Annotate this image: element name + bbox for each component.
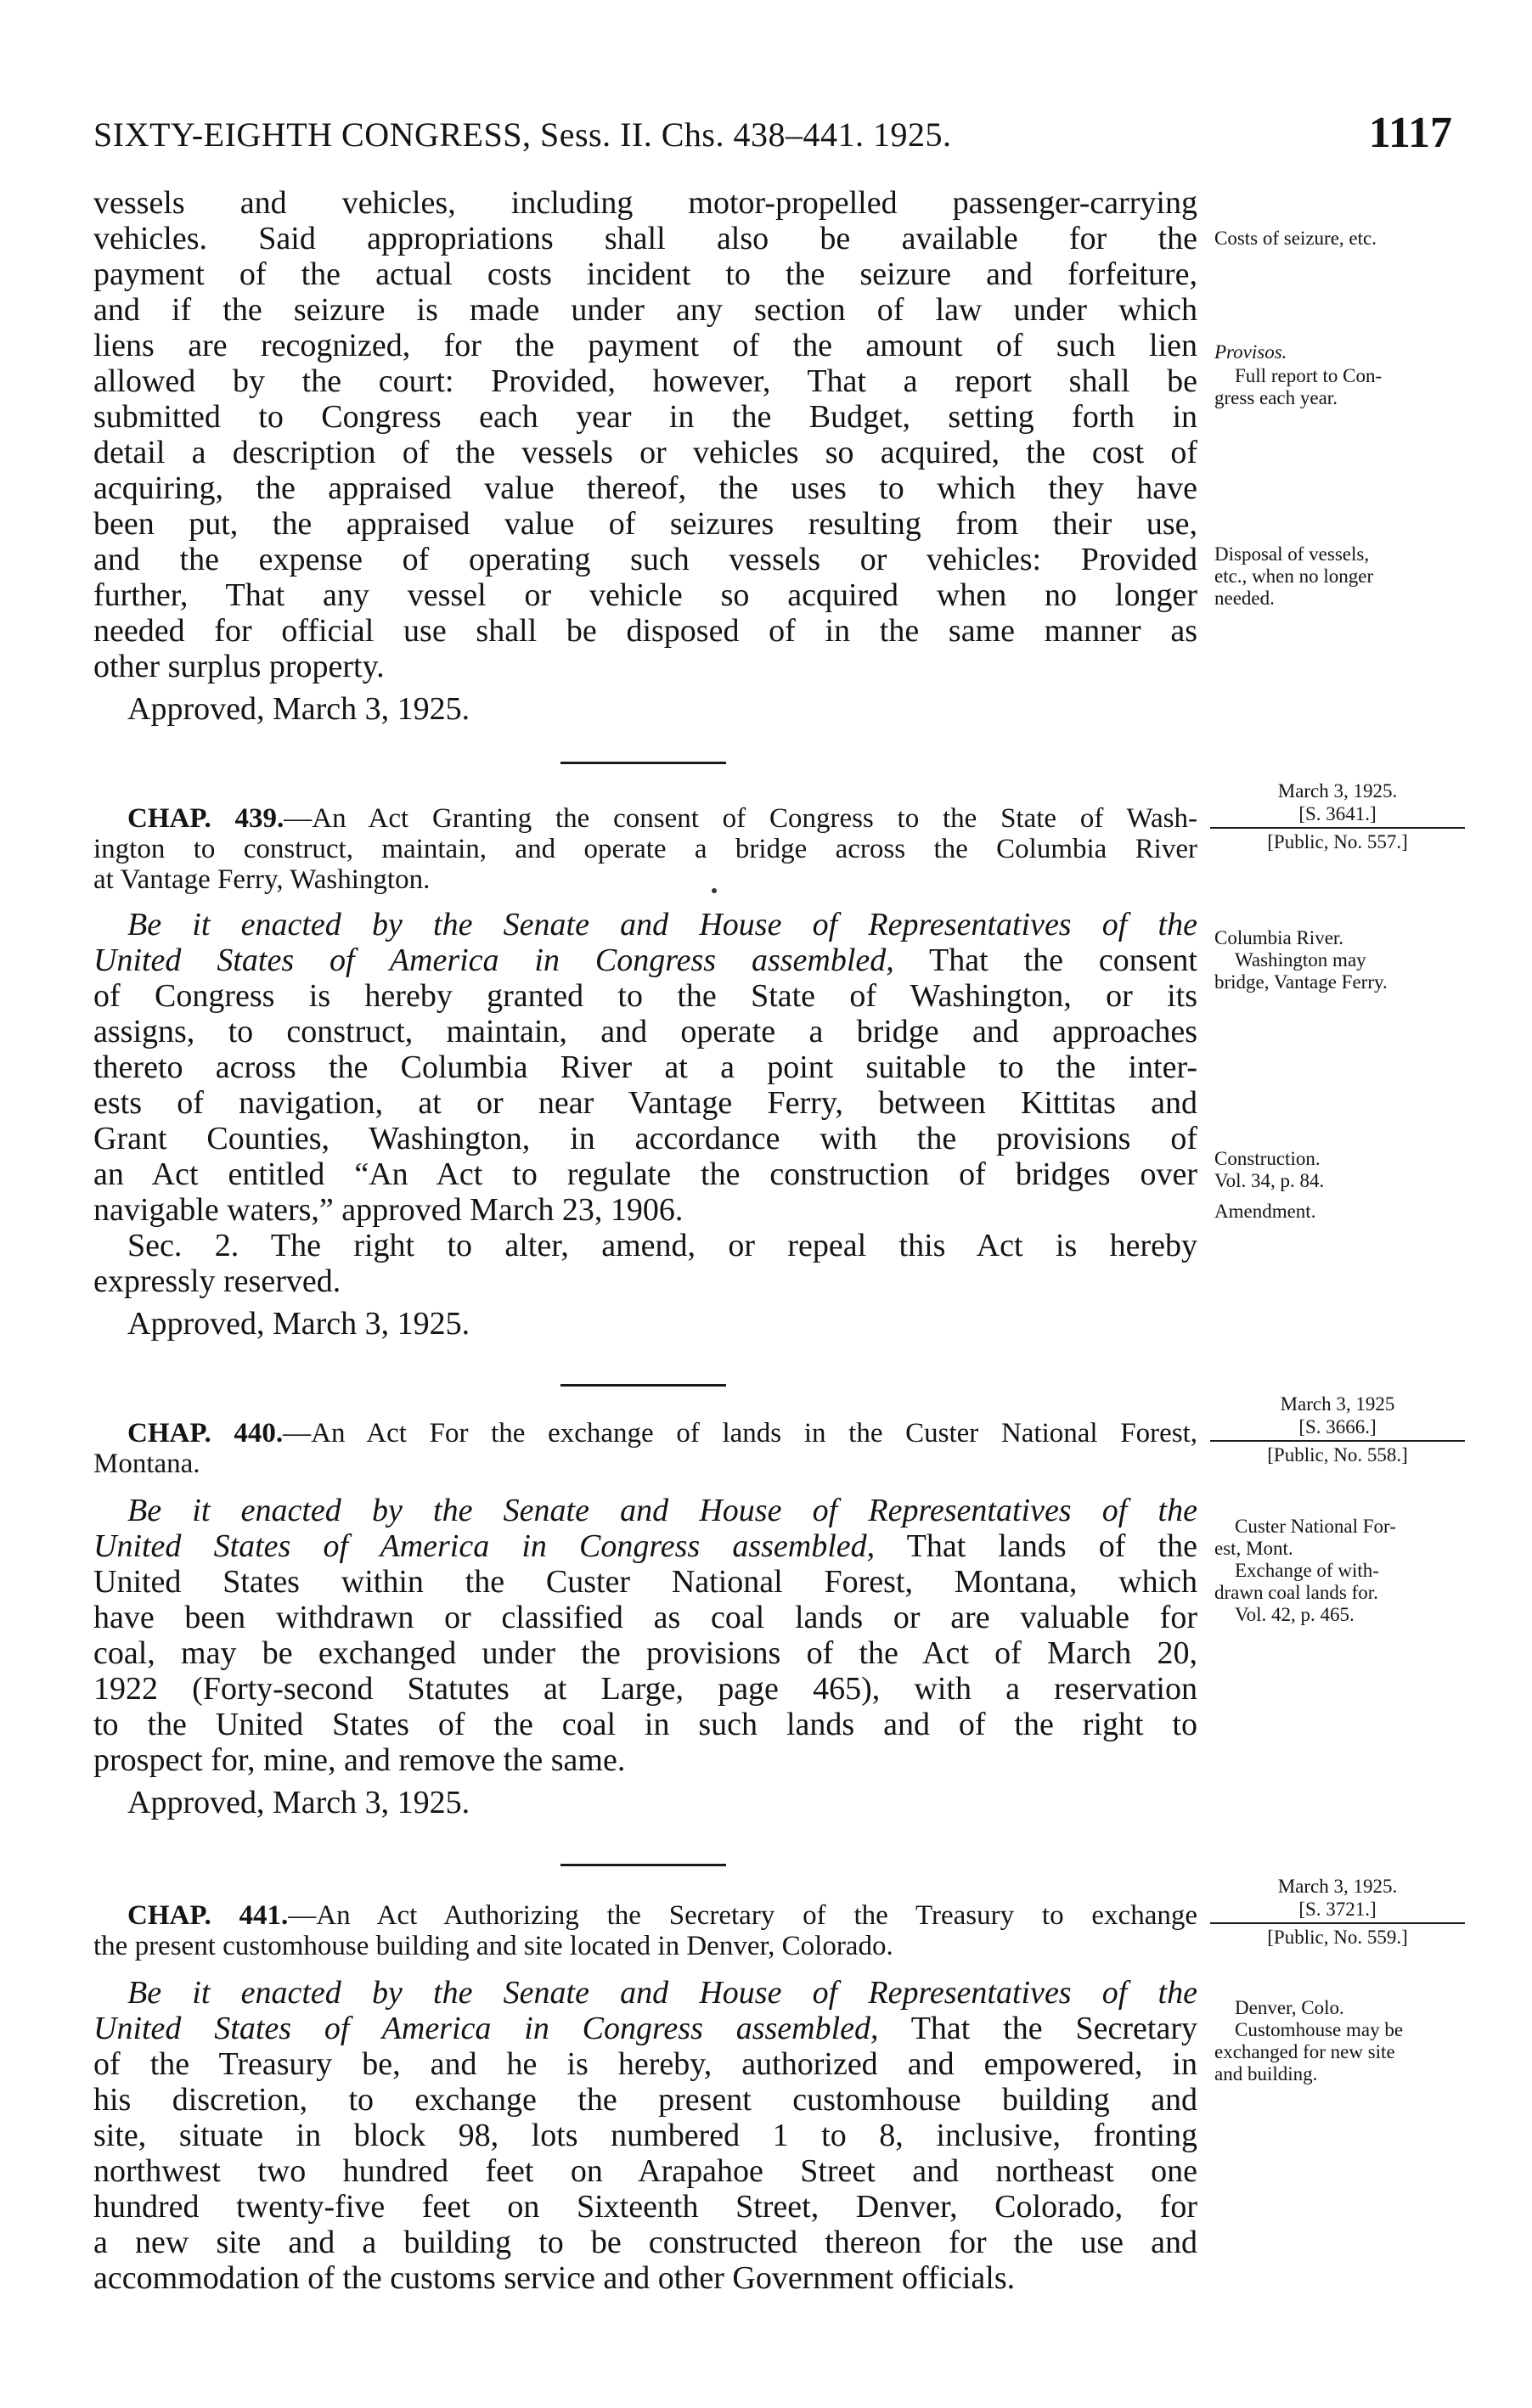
margin-note-text: and building. [1214, 2063, 1318, 2084]
heading-rule [1210, 1440, 1465, 1442]
text-line: his discretion, to exchange the present customhouse building and [93, 2082, 1197, 2118]
margin-note-amendment [1214, 1201, 1461, 1223]
approved-date: Approved, March 3, 1925. [127, 691, 470, 727]
margin-note-text: gress each year. [1214, 387, 1338, 408]
margin-note-text: Vol. 34, p. 84. [1214, 1170, 1325, 1191]
text-line: prospect for, mine, and remove the same. [93, 1742, 626, 1778]
text-line: 1922 (Forty-second Statutes at Large, page 465), with a reservation [93, 1671, 1197, 1707]
chapter-number: CHAP. 441. [127, 1900, 289, 1931]
section-separator [560, 1384, 726, 1387]
enacting-text: That the consent [929, 942, 1197, 978]
text-line: and if the seizure is made under any section of law under which [93, 292, 1197, 328]
chapter-heading-line: the present customhouse building and site located in Denver, Colorado. [93, 1931, 893, 1961]
enacting-text: That lands of the [906, 1528, 1197, 1564]
enacting-italic: Be it enacted by the Senate and House of Representatives of the [127, 1493, 1197, 1528]
heading-rule [1210, 1922, 1465, 1924]
text-line: northwest two hundred feet on Arapahoe Street and northeast one [93, 2153, 1197, 2189]
margin-note-text: Exchange of with- [1235, 1560, 1379, 1581]
act-date: March 3, 1925. [1277, 1876, 1398, 1897]
margin-note-text: Costs of seizure, etc. [1214, 228, 1377, 249]
chap-438-text [93, 185, 1197, 727]
enacting-clause [93, 942, 1197, 978]
margin-note-text: drawn coal lands for. [1214, 1582, 1378, 1603]
margin-note-text: est, Mont. [1214, 1538, 1293, 1559]
text-line: liens are recognized, for the payment of the amount of such lien [93, 328, 1197, 363]
margin-note-construction [1214, 1148, 1461, 1192]
text-line: ests of navigation, at or near Vantage Ferry, between Kittitas and [93, 1085, 1197, 1121]
chap-440-heading [93, 1418, 1197, 1479]
text-line: acquiring, the appraised value thereof, the uses to which they have [93, 470, 1197, 506]
section-2-line: expressly reserved. [93, 1263, 341, 1299]
chapter-heading-line [93, 803, 1197, 834]
chap-441-text [93, 1975, 1197, 2296]
text-line: navigable waters,” approved March 23, 1906. [93, 1192, 684, 1228]
chap-440-marginal-heading [1210, 1392, 1465, 1466]
chapter-heading-line: ington to construct, maintain, and operate a bridge across the Columbia River [93, 834, 1197, 864]
text-line: of the Treasury be, and he is hereby, authorized and empowered, in [93, 2046, 1197, 2082]
approved-date: Approved, March 3, 1925. [127, 1306, 470, 1342]
margin-note-text: Vol. 42, p. 465. [1235, 1604, 1355, 1625]
approved-date: Approved, March 3, 1925. [127, 1785, 470, 1820]
chap-441-heading [93, 1900, 1197, 1961]
text-line: allowed by the court: Provided, however, That a report shall be [93, 363, 1197, 399]
text-line: of Congress is hereby granted to the State of Washington, or its [93, 978, 1197, 1014]
text-line: accommodation of the customs service and other Government officials. [93, 2260, 1016, 2296]
bill-number: [S. 3721.] [1298, 1899, 1377, 1920]
chapter-heading-line: Montana. [93, 1449, 200, 1479]
public-law-number: [Public, No. 559.] [1267, 1927, 1408, 1948]
margin-note-disposal [1214, 543, 1461, 610]
margin-note-text: Provisos. [1214, 341, 1287, 363]
text-line: an Act entitled “An Act to regulate the construction of bridges over [93, 1156, 1197, 1192]
ornament-dot [712, 888, 717, 893]
text-line: detail a description of the vessels or vehicles so acquired, the cost of [93, 435, 1197, 470]
text-line: further, That any vessel or vehicle so acquired when no longer [93, 577, 1197, 613]
chap-441-marginal-heading [1210, 1875, 1465, 1949]
margin-note-text: Amendment. [1214, 1201, 1316, 1222]
text-line: Grant Counties, Washington, in accordance with the provisions of [93, 1121, 1197, 1156]
enacting-italic: United States of America in Congress assembled, [93, 942, 894, 978]
heading-rule [1210, 827, 1465, 829]
section-separator [560, 1864, 726, 1866]
margin-note-text: bridge, Vantage Ferry. [1214, 971, 1388, 993]
enacting-clause [93, 907, 1197, 942]
bill-number: [S. 3641.] [1298, 803, 1377, 824]
chap-439-text [93, 907, 1197, 1342]
margin-note-text: Columbia River. [1214, 927, 1344, 948]
margin-note-text: etc., when no longer [1214, 565, 1374, 587]
chapter-heading-line [93, 1418, 1197, 1449]
section-separator [560, 762, 726, 764]
page-number: 1117 [1368, 109, 1452, 157]
text-line: have been withdrawn or classified as coal lands or are valuable for [93, 1600, 1197, 1635]
text-line: other surplus property. [93, 649, 385, 684]
margin-note-text: needed. [1214, 588, 1275, 609]
margin-note-text: Full report to Con- [1235, 365, 1383, 386]
text-line: site, situate in block 98, lots numbered 1 to 8, inclusive, fronting [93, 2118, 1197, 2153]
enacting-italic: United States of America in Congress assembled, [93, 2011, 879, 2046]
chapter-title: —An Act Granting the consent of Congress to the State of Wash- [284, 803, 1197, 834]
text-line: needed for official use shall be disposed of in the same manner as [93, 613, 1197, 649]
margin-note-text: Denver, Colo. [1235, 1997, 1344, 2018]
enacting-clause [93, 1975, 1197, 2011]
margin-note-denver [1214, 1997, 1461, 2085]
enacting-text: That the Secretary [910, 2011, 1197, 2046]
text-line: hundred twenty-five feet on Sixteenth Street, Denver, Colorado, for [93, 2189, 1197, 2225]
text-line: vessels and vehicles, including motor-propelled passenger-carrying [93, 185, 1197, 221]
enacting-clause [93, 2011, 1197, 2046]
public-law-number: [Public, No. 558.] [1267, 1444, 1408, 1466]
chap-439-marginal-heading [1210, 779, 1465, 853]
chap-440-text [93, 1493, 1197, 1820]
section-2-line: Sec. 2. The right to alter, amend, or repeal this Act is hereby [127, 1228, 1197, 1263]
enacting-clause [93, 1493, 1197, 1528]
text-line: payment of the actual costs incident to the seizure and forfeiture, [93, 256, 1197, 292]
enacting-italic: Be it enacted by the Senate and House of Representatives of the [127, 1975, 1197, 2011]
enacting-italic: Be it enacted by the Senate and House of Representatives of the [127, 907, 1197, 942]
text-line: to the United States of the coal in such lands and of the right to [93, 1707, 1197, 1742]
text-line: submitted to Congress each year in the Budget, setting forth in [93, 399, 1197, 435]
chapter-heading-line: at Vantage Ferry, Washington. [93, 864, 431, 895]
margin-note-text: Disposal of vessels, [1214, 543, 1370, 565]
margin-note-columbia-river [1214, 927, 1461, 993]
margin-note-text: Customhouse may be [1235, 2019, 1404, 2040]
enacting-italic: United States of America in Congress assembled, [93, 1528, 876, 1564]
margin-note-text: Construction. [1214, 1148, 1321, 1169]
margin-note-costs [1214, 228, 1461, 250]
enacting-clause [93, 1528, 1197, 1564]
text-line: vehicles. Said appropriations shall also be available for the [93, 221, 1197, 256]
chapter-heading-line [93, 1900, 1197, 1931]
text-line: and the expense of operating such vessels or vehicles: Provided [93, 542, 1197, 577]
margin-note-text: exchanged for new site [1214, 2041, 1395, 2062]
chapter-number: CHAP. 439. [127, 803, 284, 834]
running-head: SIXTY-EIGHTH CONGRESS, Sess. II. Chs. 438–441. 1925. [93, 115, 952, 154]
chap-439-heading [93, 803, 1197, 895]
running-header [93, 109, 1452, 174]
margin-note-custer-forest [1214, 1516, 1461, 1626]
chapter-title: —An Act Authorizing the Secretary of the Treasury to exchange [288, 1900, 1197, 1931]
chapter-number: CHAP. 440. [127, 1418, 284, 1449]
text-line: assigns, to construct, maintain, and operate a bridge and approaches [93, 1014, 1197, 1049]
margin-note-full-report [1214, 365, 1461, 409]
text-line: been put, the appraised value of seizures resulting from their use, [93, 506, 1197, 542]
margin-note-text: Washington may [1235, 949, 1366, 971]
margin-note-text: Custer National For- [1235, 1516, 1396, 1537]
act-date: March 3, 1925 [1280, 1393, 1395, 1415]
text-line: coal, may be exchanged under the provisions of the Act of March 20, [93, 1635, 1197, 1671]
margin-note-provisos [1214, 341, 1461, 363]
text-line: a new site and a building to be constructed thereon for the use and [93, 2225, 1197, 2260]
text-line: United States within the Custer National Forest, Montana, which [93, 1564, 1197, 1600]
act-date: March 3, 1925. [1277, 780, 1398, 802]
text-line: thereto across the Columbia River at a point suitable to the inter- [93, 1049, 1197, 1085]
public-law-number: [Public, No. 557.] [1267, 831, 1408, 852]
chapter-title: —An Act For the exchange of lands in the Custer National Forest, [283, 1418, 1197, 1449]
bill-number: [S. 3666.] [1298, 1416, 1377, 1437]
